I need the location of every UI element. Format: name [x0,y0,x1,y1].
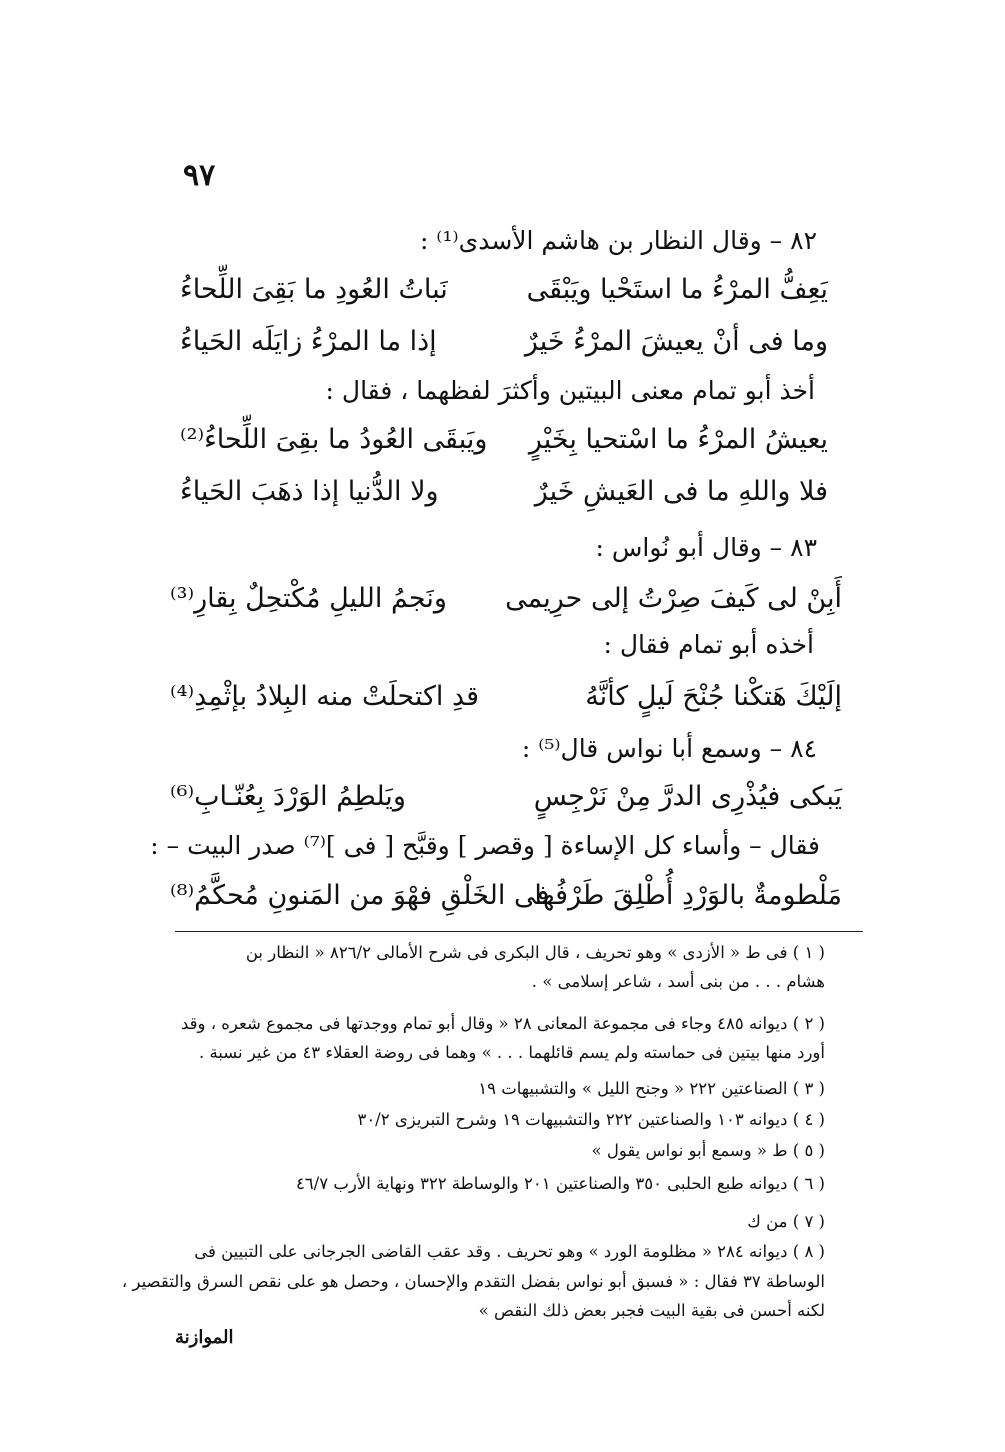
verse-82-4 [180,472,828,512]
footnote-line: ( ٤ ) ديوانه ١٠٣ والصناعتين ٢٢٢ والتشبيهات ١٩ وشرح التبريزى ٣٠/٢ [357,1110,825,1129]
verse-84-2 [170,876,842,916]
verse-hemistich-second: ونَجمُ الليلِ مُكْتحِلٌ بِقارِ⁽³⁾ [170,583,447,614]
footnote-line: ( ٢ ) ديوانه ٤٨٥ وجاء فى مجموعة المعانى ٢٨ « وقال أبو تمام ووجدتها فى مجموع شعره ، وقد [180,1014,825,1033]
verse-82-1 [180,270,828,310]
book-title-footer: الموازنة [175,1327,234,1348]
section-heading-82: ٨٢ – وقال النظار بن هاشم الأسدى⁽¹⁾ : [419,226,817,255]
section-heading-84: ٨٤ – وسمع أبا نواس قال⁽⁵⁾ : [521,734,817,763]
commentary-83: أخذه أبو تمام فقال : [603,630,814,659]
verse-hemistich-second: ويَبقَى العُودُ ما بقِىَ اللِّحاءُ⁽²⁾ [180,424,488,455]
verse-hemistich-second: قدِ اكتحلَتْ منه البِلادُ بإثْمِدِ⁽⁴⁾ [170,681,480,712]
commentary-82: أخذ أبو تمام معنى البيتين وأكثرَ لفظهما ، فقال : [325,376,815,405]
section-heading-83: ٨٣ – وقال أبو نُواس : [595,533,817,562]
verse-hemistich-first: وما فى أنْ يعيشَ المرْءُ خَيرٌ [524,326,828,357]
verse-hemistich-first: فلا واللهِ ما فى العَيشِ خَيرٌ [534,476,828,507]
verse-hemistich-second: ولا الدُّنيا إذا ذهَبَ الحَياءُ [180,476,439,507]
verse-hemistich-first: أَبِنْ لى كَيفَ صِرْتُ إلى حرِيمى [505,583,842,614]
verse-83-2 [170,677,842,717]
verse-hemistich-first: مَلْطومةٌ بالوَرْدِ أُطْلِقَ طَرْفُها [534,880,842,911]
commentary-84: فقال – وأساء كل الإساءة [ وقصر ] وقبَّح [ فى ]⁽⁷⁾ صدر البيت – : [150,831,820,860]
verse-hemistich-second: نَباتُ العُودِ ما بَقِىَ اللِّحاءُ [180,274,448,305]
verse-84-1 [170,777,842,817]
verse-83-1 [170,579,842,619]
footnote-line: ( ٧ ) من ك [747,1212,825,1231]
footnote-line: ( ٥ ) ط « وسمع أبو نواس يقول » [591,1141,825,1160]
verse-hemistich-second: فى الخَلْقِ فهْوَ من المَنونِ مُحكَّمُ⁽⁸⁾ [170,880,550,911]
footnote-divider [175,931,863,932]
footnote-line: ( ٦ ) ديوانه طبع الحلبى ٣٥٠ والصناعتين ٢٠١ والوساطة ٣٢٢ ونهاية الأرب ٤٦/٧ [295,1174,825,1193]
verse-hemistich-first: يعيشُ المرْءُ ما اسْتحيا بِخَيْرٍ [528,424,828,455]
verse-82-3 [180,420,828,460]
footnote-line: ( ١ ) فى ط « الأزدى » وهو تحريف ، قال البكرى فى شرح الأمالى ٨٢٦/٢ « النظار بن [245,943,825,962]
verse-hemistich-second: ويَلطِمُ الوَرْدَ بِعُنّـابِ⁽⁶⁾ [170,781,406,812]
page-number: ٩٧ [183,158,216,193]
footnote-line: لكنه أحسن فى بقية البيت فجبر بعض ذلك النقص » [478,1301,825,1320]
footnote-line: هشام . . . من بنى أسد ، شاعر إسلامى » . [531,972,825,991]
verse-hemistich-first: يَبكى فيُذْرِى الدرَّ مِنْ نَرْجِسٍ [533,781,842,812]
footnote-line: ( ٨ ) ديوانه ٢٨٤ « مظلومة الورد » وهو تحريف . وقد عقب القاضى الجرجانى على التبيين فى [194,1242,825,1261]
footnote-line: أورد منها بيتين فى حماسته ولم يسم قائلهما . . . » وهما فى روضة العقلاء ٤٣ من غير نسبة . [198,1043,825,1062]
verse-hemistich-first: يَعِفُّ المرْءُ ما استَحْيا ويَبْقَى [526,274,828,305]
footnote-line: ( ٣ ) الصناعتين ٢٢٢ « وجنح الليل » والتشبيهات ١٩ [478,1079,825,1098]
footnote-line: الوساطة ٣٧ فقال : « فسبق أبو نواس بفضل التقدم والإحسان ، وحصل هو على نقص السرق والتقصير ، [121,1272,825,1291]
verse-82-2 [180,322,828,362]
verse-hemistich-second: إذا ما المرْءُ زايَلَه الحَياءُ [180,326,437,357]
verse-hemistich-first: إلَيْكَ هَتكْنا جُنْحَ لَيلٍ كأنَّهُ [585,681,842,712]
